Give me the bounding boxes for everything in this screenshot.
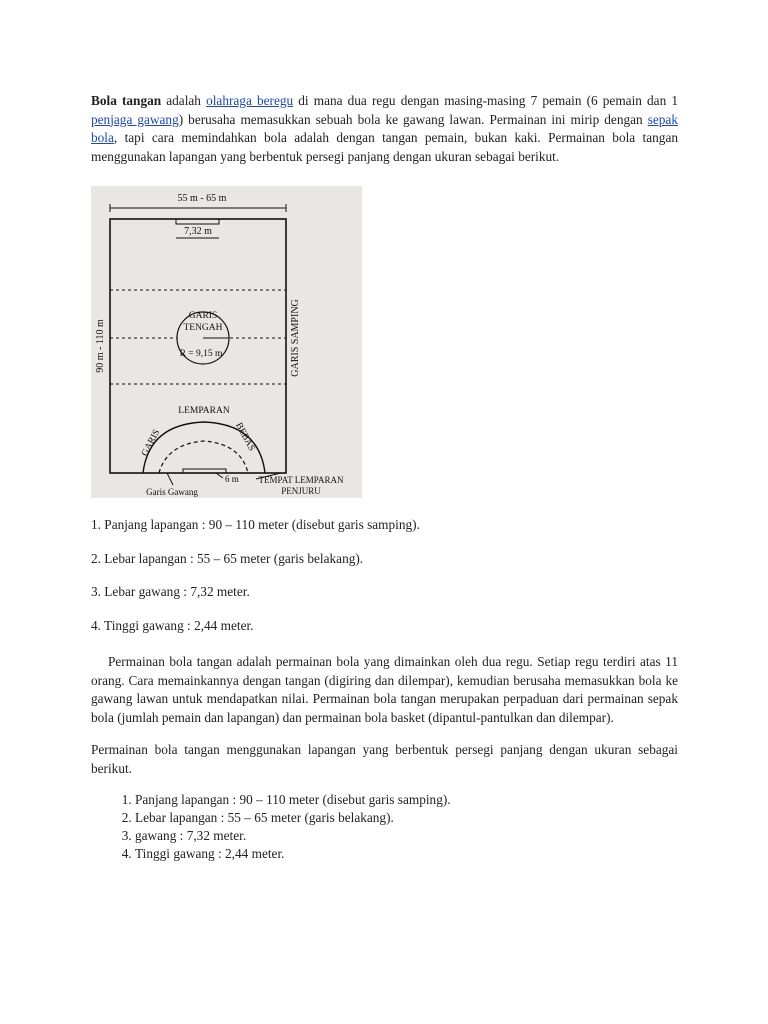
link-penjaga-gawang[interactable]: penjaga gawang <box>91 111 179 127</box>
corner-label-1: TEMPAT LEMPARAN <box>258 475 344 485</box>
intro-text-2: di mana dua regu dengan masing-masing 7 pemain (6 pemain dan 1 <box>293 93 678 108</box>
intro-paragraph <box>91 92 678 166</box>
goal-line-pointer <box>167 473 173 485</box>
free-throw-right-label: BEBAS <box>233 421 257 453</box>
paragraph-3: Permainan bola tangan menggunakan lapangan yang berbentuk persegi panjang dengan ukuran sebagai berikut. <box>91 742 678 776</box>
court-diagram-svg <box>91 186 362 498</box>
intro-text-4: , tapi cara memindahkan bola adalah dengan tangan pemain, bukan kaki. Permainan bola tangan menggunakan lapangan yang berbentuk persegi panjang dengan ukuran sebagai berikut. <box>91 130 678 164</box>
center-label-1: GARIS <box>188 311 218 321</box>
list1-item-3: 3. Lebar gawang : 7,32 meter. <box>91 584 250 599</box>
link-olahraga-beregu[interactable]: olahraga beregu <box>206 93 294 108</box>
six-m-label: 6 m <box>225 474 239 484</box>
list2-item-4: 4. Tinggi gawang : 2,44 meter. <box>135 845 678 863</box>
intro-text-1: adalah <box>161 93 207 108</box>
length-label: 90 m - 110 m <box>95 319 106 373</box>
list1-item-4: 4. Tinggi gawang : 2,44 meter. <box>91 617 254 633</box>
radius-label: R = 9,15 m <box>179 349 223 359</box>
goal-area-dashed-arc <box>159 441 248 473</box>
corner-label-2: PENJURU <box>281 486 321 496</box>
document-body <box>91 92 678 863</box>
list2-item-2: 2. Lebar lapangan : 55 – 65 meter (garis belakang). <box>135 809 678 827</box>
list2-item-3: 3. gawang : 7,32 meter. <box>135 827 678 845</box>
free-throw-top-label: LEMPARAN <box>178 406 230 416</box>
list2-item-1: 1. Panjang lapangan : 90 – 110 meter (disebut garis samping). <box>135 791 678 809</box>
goal-line-label: Garis Gawang <box>146 487 198 497</box>
paragraph-2: Permainan bola tangan adalah permainan bola yang dimainkan oleh dua regu. Setiap regu terdiri atas 11 orang. Cara memainkannya dengan tangan (digiring dan dilempar), kemudian berusaha memasukkan bola ke gawang lawan untuk mendapatkan nilai. Permainan bola tangan merupakan perpaduan dari permainan sepak bola (jumlah pemain dan lapangan) dan permainan bola basket (dipantul-pantulkan dan dilempar). <box>91 654 678 725</box>
numbered-list <box>91 791 678 863</box>
term-bold: Bola tangan <box>91 93 162 108</box>
list1-item-2: 2. Lebar lapangan : 55 – 65 meter (garis belakang). <box>91 550 364 566</box>
intro-text-3: ) berusaha memasukkan sebuah bola ke gawang lawan. Permainan ini mirip dengan <box>178 111 648 127</box>
side-line-label: GARIS SAMPING <box>290 299 301 377</box>
width-label: 55 m - 65 m <box>177 193 227 204</box>
list1-item-1: 1. Panjang lapangan : 90 – 110 meter (disebut garis samping). <box>91 517 420 532</box>
center-label-2: TENGAH <box>183 323 223 333</box>
link-sepak-bola[interactable]: sepak bola <box>91 111 678 145</box>
goal-width-label: 7,32 m <box>184 226 212 237</box>
court-diagram <box>91 186 362 498</box>
free-throw-left-label: GARIS <box>140 428 163 458</box>
